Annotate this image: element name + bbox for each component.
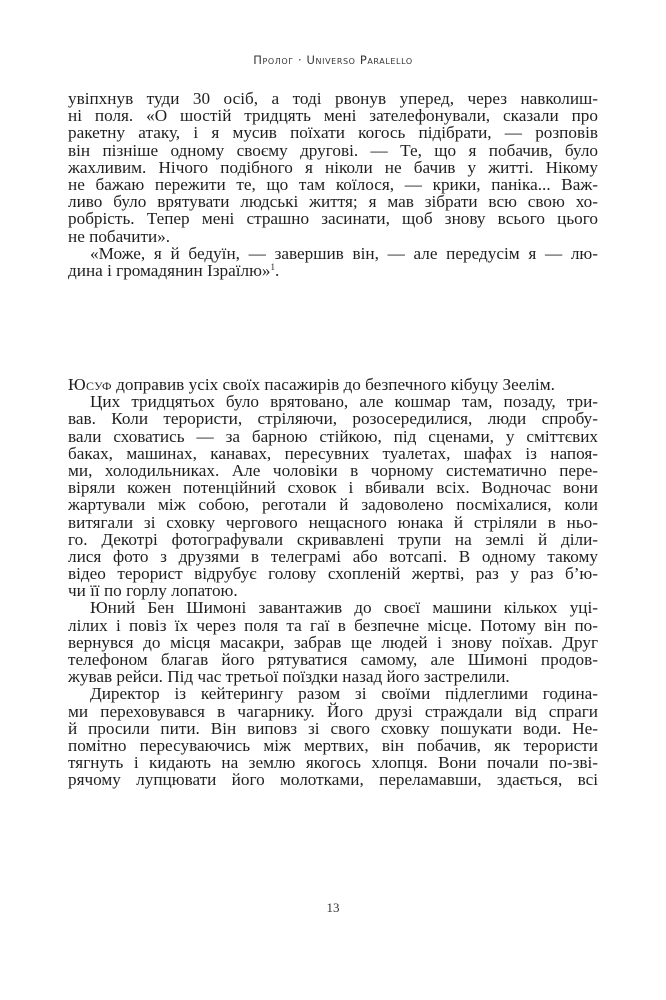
text-line-content: увіпхнув туди 30 осіб, а тоді рвонув уперед, через навколиш- [68,89,598,108]
paragraph [68,391,598,601]
text-block-top [68,88,598,280]
text-line-content: він пізніше одному своєму другові. — Те, що я побачив, було [68,140,598,160]
text-line-content: Юний Бен Шимоні завантажив до своєї машини кількох уці- [90,598,598,618]
text-line-content: дина і громадянин Ізраїлю» [68,260,271,280]
text-line [68,477,598,498]
text-line [68,546,598,566]
text-line [68,208,598,229]
page-number: 13 [326,900,340,915]
text-line [68,649,598,669]
text-line-content: вернувся до місця масакри, забрав ще людей і знову поїхав. Друг [68,632,598,652]
text-line-content: помітно пересуваючись між мертвих, він побачив, як терористи [68,735,598,755]
text-line [68,122,598,143]
text-line-content: вали сховатись — за барною стійкою, під сценами, у сміттєвих [68,426,598,446]
text-line [68,529,598,549]
paragraph [68,597,598,687]
text-line [68,632,598,652]
text-line-content: «Може, я й бедуїн, — завершив він, — але передусім я — лю- [90,243,598,263]
text-block-bottom [68,374,598,790]
text-line-content: лілих і повіз їх через поля та гаї в безпечне місце. Потому він по- [68,615,598,635]
text-line-content: Цих тридцятьох було врятовано, але кошмар там, позаду, три- [90,392,598,412]
text-line [68,191,598,212]
text-line [68,105,598,126]
text-line [68,140,598,160]
text-line-content: Директор із кейтерингу разом зі своїми підлеглими година- [90,684,598,704]
text-line [68,243,598,263]
text-line [68,701,598,721]
text-line [68,157,598,177]
text-line-content: віряли кожен потенційний сховок і вбивали всіх. Водночас вони [68,478,598,498]
text-line-content: го. Декотрі фотографували скривавлені трупи на землі й діли- [68,529,598,549]
text-line-content: ми, холодильниках. Але чоловіки в чорному систематично пере- [68,460,598,480]
text-line-content: жував рейси. Під час третьої поїздки назад його застрелили. [68,667,510,687]
text-line [68,374,598,394]
text-line [68,88,598,108]
text-line [68,563,598,584]
text-line [68,752,598,773]
text-line [68,174,598,194]
text-line [68,597,598,618]
text-line-content: не побачити». [68,226,171,246]
text-line-content: ракетну атаку, і я мусив поїхати когось підібрати, — розповів [68,123,598,143]
text-line [68,460,598,480]
text-line-content: вав. Коли терористи, стріляючи, розосередилися, люди спробу- [68,409,598,429]
text-line-content: рячому лупцювати його молотками, переламавши, здається, всі [68,770,598,790]
text-line [68,426,598,446]
running-head: Пролог · Universo Paralello [253,53,413,67]
text-line-content: не бажаю пережити те, що там коїлося, — крики, паніка... Важ- [68,174,598,194]
text-line [68,443,598,463]
text-line-content: доправив усіх своїх пасажирів до безпечного кібуцу Зеелім. [111,375,555,394]
text-line [68,735,598,755]
text-line-content: жахливим. Нічого подібного я ніколи не бачив у житті. Нікому [68,157,598,177]
text-line-content: робрість. Тепер мені страшно засинати, щоб знову всього цього [68,209,598,229]
paragraph [68,88,598,246]
text-line-content: телефоном благав його рятуватися самому, але Шимоні продов- [68,650,598,669]
paragraph [68,374,598,394]
text-line-content: й просили пити. Він виповз зі свого сховку пошукати води. Не- [68,718,598,738]
text-line-content: ми переховувався в чагарнику. Його друзі страждали від спраги [68,701,598,721]
text-line-content: лися фото з друзями в телеграмі або вотсапі. В одному такому [68,546,598,566]
paragraph [68,683,598,790]
text-line [68,615,598,635]
text-line [68,494,598,515]
text-line-content: відео терорист відрубує голову схопленій жертві, раз у раз б’ю- [68,564,598,584]
text-line-content: тягнуть і кидають на землю якогось хлопця. Вони почали по-зві- [68,753,598,773]
text-line: дина і громадянин Ізраїлю»$^1$. [68,260,280,280]
section-start-name: Юсуф [68,375,112,394]
text-line [68,408,598,429]
text-line-content: ливо було врятувати людські життя; я мав зібрати всю свою хо- [68,192,598,212]
text-line [68,718,598,738]
text-line [68,769,598,790]
text-line-content: чи її по горлу лопатою. [68,581,238,601]
text-line [68,512,598,532]
text-line-content: ні поля. «О шостій тридцять мені зателефонували, сказали про [68,106,598,126]
text-line [68,391,598,412]
footnote-marker[interactable]: 1 [270,261,275,272]
text-line-content: жартували між собою, реготали й задоволено посміхалися, коли [68,495,598,515]
text-line [68,683,598,704]
text-line-content: витягали зі сховку чергового нещасного юнака й стріляли в ньо- [68,512,598,532]
text-line-content: баках, машинах, канавах, пересувних туалетах, шафах із напоя- [68,443,598,463]
paragraph [68,243,598,280]
